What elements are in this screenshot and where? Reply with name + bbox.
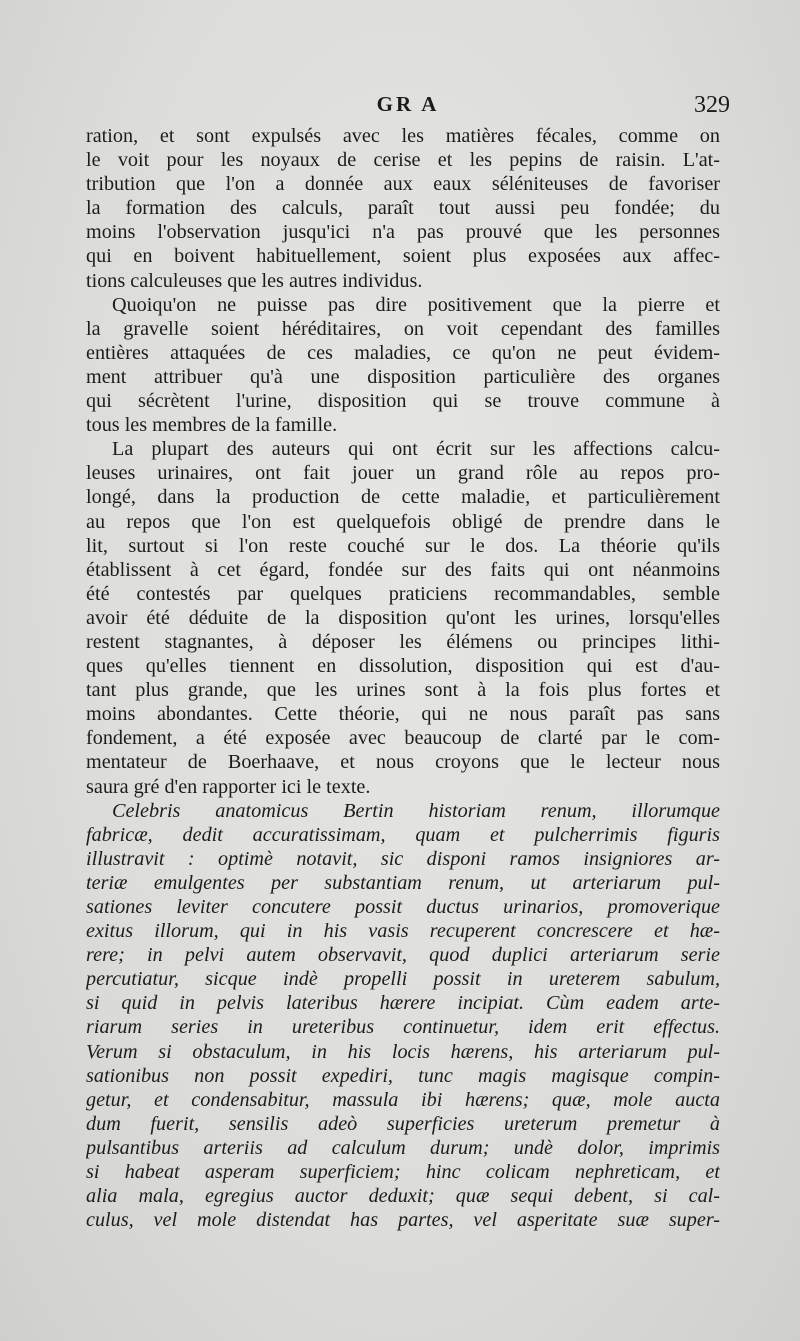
text-line: teriæ emulgentes per substantiam renum, ut arteriarum pul- bbox=[86, 871, 720, 894]
text-line: lit, surtout si l'on reste couché sur le dos. La théorie qu'ils bbox=[86, 534, 720, 557]
text-line: la gravelle soient héréditaires, on voit cependant des familles bbox=[86, 317, 720, 340]
text-line: pulsantibus arteriis ad calculum durum; undè dolor, imprimis bbox=[86, 1136, 720, 1159]
text-line: ques qu'elles tiennent en dissolution, disposition qui est d'au- bbox=[86, 655, 720, 678]
text-line: culus, vel mole distendat has partes, vel asperitate suæ super- bbox=[86, 1209, 720, 1232]
text-line: La plupart des auteurs qui ont écrit sur les affections calcu- bbox=[112, 438, 720, 461]
text-line: fondement, a été exposée avec beaucoup de clarté par le com- bbox=[86, 727, 720, 750]
text-line: rere; in pelvi autem observavit, quod duplici arteriarum serie bbox=[86, 944, 720, 967]
text-line: tous les membres de la famille. bbox=[86, 414, 338, 437]
page-header bbox=[86, 92, 730, 122]
text-line: mentateur de Boerhaave, et nous croyons que le lecteur nous bbox=[86, 751, 720, 774]
page-body-text bbox=[86, 124, 720, 1232]
text-line: tions calculeuses que les autres individus. bbox=[86, 269, 423, 292]
paragraph bbox=[86, 124, 720, 293]
text-line: alia mala, egregius auctor deduxit; quæ sequi debent, si cal- bbox=[86, 1185, 720, 1208]
text-line: été contestés par quelques praticiens recommandables, semble bbox=[86, 582, 720, 605]
text-line: qui sécrètent l'urine, disposition qui se trouve commune à bbox=[86, 390, 720, 413]
text-line: saura gré d'en rapporter ici le texte. bbox=[86, 775, 371, 798]
text-line: Celebris anatomicus Bertin historiam renum, illorumque bbox=[112, 799, 720, 822]
text-line: sationibus non possit expediri, tunc magis magisque compin- bbox=[86, 1064, 720, 1087]
text-line: établissent à cet égard, fondée sur des faits qui ont néanmoins bbox=[86, 558, 720, 581]
text-line: tant plus grande, que les urines sont à la fois plus fortes et bbox=[86, 679, 720, 702]
page-number: 329 bbox=[694, 92, 730, 118]
paragraph bbox=[86, 799, 720, 1233]
text-line: moins abondantes. Cette théorie, qui ne nous paraît pas sans bbox=[86, 703, 720, 726]
text-line: au repos que l'on est quelquefois obligé de prendre dans le bbox=[86, 510, 720, 533]
text-line: leuses urinaires, ont fait jouer un grand rôle au repos pro- bbox=[86, 462, 720, 485]
text-line: Quoiqu'on ne puisse pas dire positivement que la pierre et bbox=[112, 293, 720, 316]
text-line: si quid in pelvis lateribus hærere incipiat. Cùm eadem arte- bbox=[86, 992, 720, 1015]
text-line: qui en boivent habituellement, soient plus exposées aux affec- bbox=[86, 245, 720, 268]
text-line: entières attaquées de ces maladies, ce qu'on ne peut évidem- bbox=[86, 341, 720, 364]
text-line: illustravit : optimè notavit, sic disponi ramos insigniores ar- bbox=[86, 847, 720, 870]
text-line: le voit pour les noyaux de cerise et les pepins de raisin. L'at- bbox=[86, 149, 720, 172]
text-line: si habeat asperam superficiem; hinc colicam nephreticam, et bbox=[86, 1161, 720, 1184]
text-line: restent stagnantes, à déposer les élémens ou principes lithi- bbox=[86, 630, 720, 653]
text-line: moins l'observation jusqu'ici n'a pas prouvé que les personnes bbox=[86, 221, 720, 244]
paragraph bbox=[86, 437, 720, 798]
paragraph bbox=[86, 293, 720, 438]
text-line: Verum si obstaculum, in his locis hærens, his arteriarum pul- bbox=[86, 1040, 720, 1063]
text-line: riarum series in ureteribus continuetur, idem erit effectus. bbox=[86, 1016, 720, 1039]
text-line: sationes leviter concutere possit ductus urinarios, promoverique bbox=[86, 896, 720, 918]
text-line: ration, et sont expulsés avec les matières fécales, comme on bbox=[86, 125, 720, 147]
text-line: getur, et condensabitur, massula ibi hærens; quæ, mole aucta bbox=[86, 1088, 720, 1111]
text-line: dum fuerit, sensilis adeò superficies ureterum premetur à bbox=[86, 1112, 720, 1135]
text-line: exitus illorum, qui in his vasis recuperent concrescere et hæ- bbox=[86, 920, 720, 943]
text-line: longé, dans la production de cette maladie, et particulièrement bbox=[86, 486, 720, 509]
text-line: ment attribuer qu'à une disposition particulière des organes bbox=[86, 365, 720, 388]
text-line: fabricæ, dedit accuratissimam, quam et pulcherrimis figuris bbox=[86, 823, 720, 846]
text-line: tribution que l'on a donnée aux eaux séléniteuses de favoriser bbox=[86, 173, 720, 196]
running-head: GR A bbox=[376, 92, 440, 116]
text-line: avoir été déduite de la disposition qu'ont les urines, lorsqu'elles bbox=[86, 606, 720, 629]
text-line: la formation des calculs, paraît tout aussi peu fondée; du bbox=[86, 197, 720, 220]
text-line: percutiatur, sicque indè propelli possit in ureterem sabulum, bbox=[86, 968, 720, 991]
